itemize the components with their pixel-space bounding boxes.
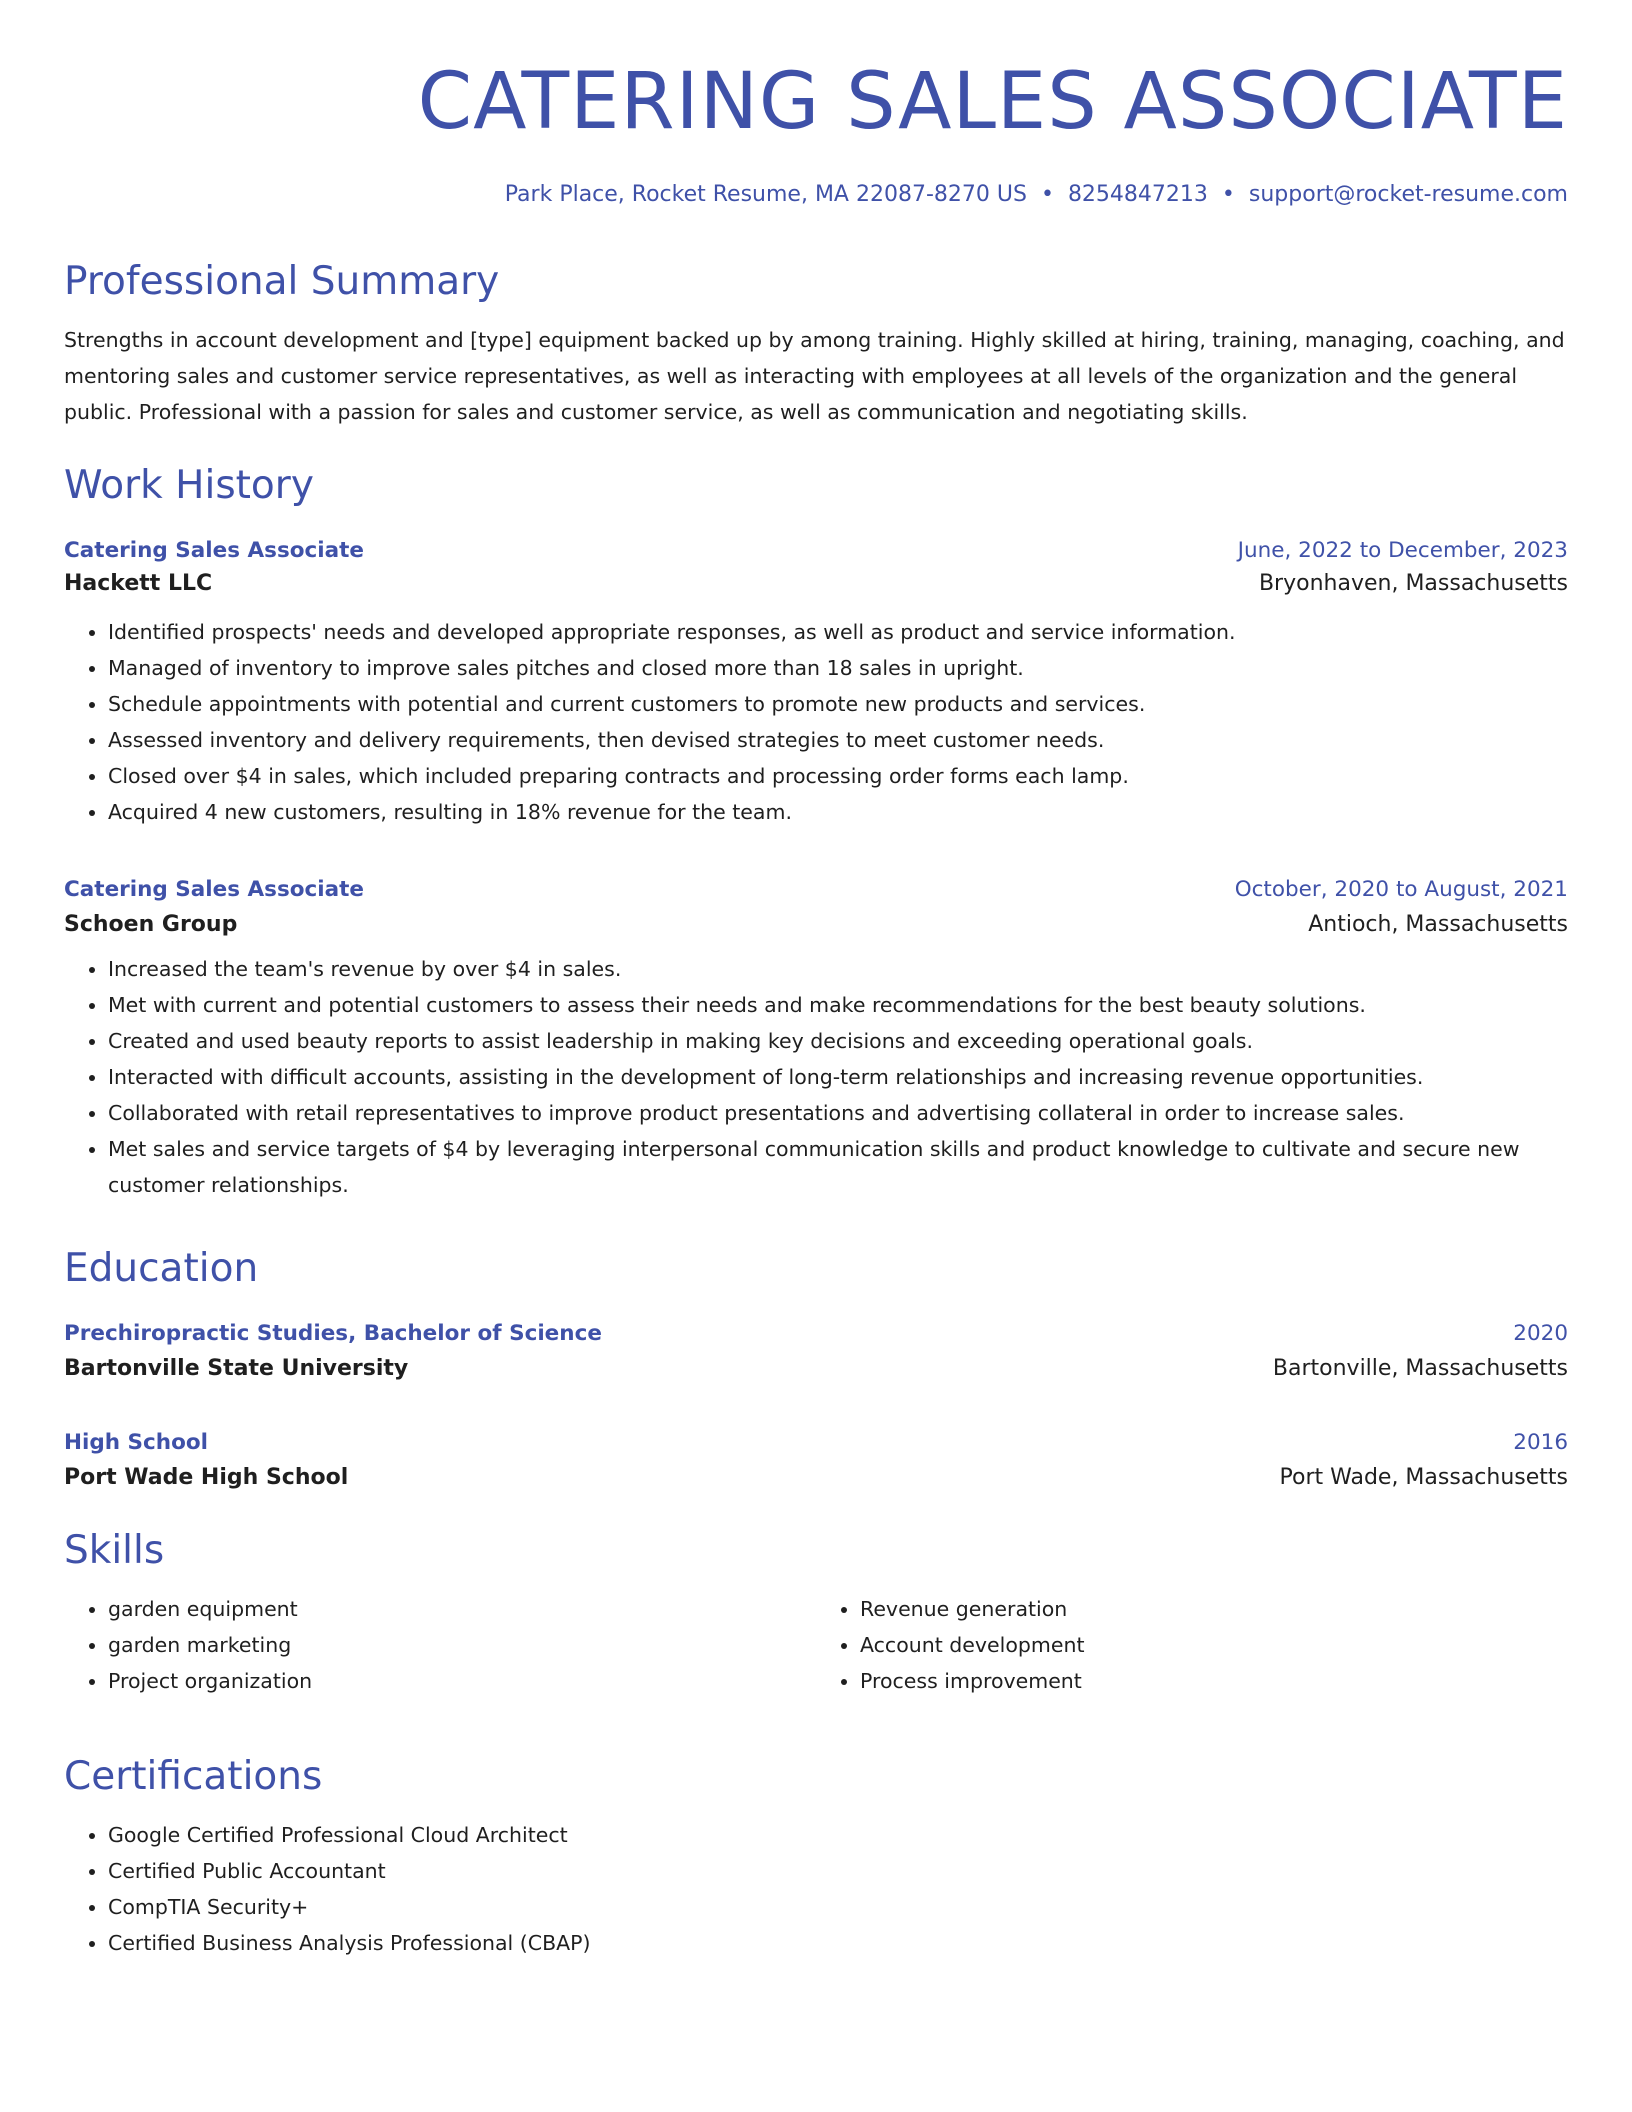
education-header-row [64, 1430, 1568, 1455]
education-entry [64, 1430, 1568, 1490]
job-entry [64, 538, 1568, 830]
school-name: Bartonville State University [64, 1356, 409, 1381]
degree: High School [64, 1430, 208, 1455]
skills-title: Skills [64, 1528, 165, 1573]
summary-section [64, 258, 1568, 430]
job-location: Antioch, Massachusetts [1308, 912, 1568, 937]
graduation-year: 2016 [1513, 1430, 1568, 1455]
skills-list-right [816, 1591, 1568, 1699]
list-item: • Process improvement [860, 1663, 1568, 1699]
list-item: • Assessed inventory and delivery requirements, then devised strategies to meet customer needs. [108, 722, 1568, 758]
job-title: Catering Sales Associate [64, 877, 365, 902]
list-item: • Interacted with difficult accounts, assisting in the development of long-term relationships and increasing revenue opportunities. [108, 1059, 1568, 1095]
list-item: • Certified Public Accountant [108, 1853, 1568, 1889]
job-dates: June, 2022 to December, 2023 [1237, 538, 1568, 563]
education-school-row [64, 1465, 1568, 1490]
skills-section [64, 1527, 1568, 1699]
list-item: • CompTIA Security+ [108, 1889, 1568, 1925]
education-title: Education [64, 1246, 259, 1291]
summary-title: Professional Summary [64, 259, 500, 304]
education-section [64, 1245, 1568, 1293]
certifications-list [64, 1817, 1568, 1961]
job-company-row [64, 571, 1568, 596]
list-item: • Project organization [108, 1663, 816, 1699]
list-item: • Google Certified Professional Cloud Architect [108, 1817, 1568, 1853]
list-item: • Increased the team's revenue by over $4 in sales. [108, 951, 1568, 987]
work-history-title: Work History [64, 463, 314, 508]
list-item: • Met sales and service targets of $4 by leveraging interpersonal communication skills and product knowledge to cultivate and secure new customer relationships. [108, 1131, 1568, 1203]
school-name: Port Wade High School [64, 1465, 349, 1490]
work-history-section [64, 462, 1568, 510]
job-header-row [64, 877, 1568, 902]
job-company: Hackett LLC [64, 571, 213, 596]
list-item: • Acquired 4 new customers, resulting in 18% revenue for the team. [108, 794, 1568, 830]
job-company-row [64, 912, 1568, 937]
list-item: • Account development [860, 1627, 1568, 1663]
skills-grid [64, 1591, 1568, 1699]
contact-line [64, 182, 1568, 207]
job-location: Bryonhaven, Massachusetts [1258, 571, 1568, 596]
certifications-title: Certifications [64, 1754, 323, 1799]
list-item: • garden equipment [108, 1591, 816, 1627]
job-dates: October, 2020 to August, 2021 [1234, 877, 1568, 902]
job-company: Schoen Group [64, 912, 238, 937]
contact-phone: 8254847213 [1067, 182, 1208, 207]
list-item: • Met with current and potential customers to assess their needs and make recommendations for the best beauty solutions. [108, 987, 1568, 1023]
skills-list-left [64, 1591, 816, 1699]
job-entry [64, 877, 1568, 1203]
degree: Prechiropractic Studies, Bachelor of Science [64, 1321, 602, 1346]
list-item: • Identified prospects' needs and developed appropriate responses, as well as product and service information. [108, 614, 1568, 650]
job-bullet-list [64, 951, 1568, 1203]
job-header-row [64, 538, 1568, 563]
list-item: • Collaborated with retail representatives to improve product presentations and advertising collateral in order to increase sales. [108, 1095, 1568, 1131]
education-school-row [64, 1356, 1568, 1381]
contact-email[interactable]: support@rocket-resume.com [1248, 182, 1568, 207]
list-item: • Schedule appointments with potential and current customers to promote new products and services. [108, 686, 1568, 722]
resume-name: CATERING SALES ASSOCIATE [417, 57, 1568, 147]
job-title: Catering Sales Associate [64, 538, 365, 563]
job-bullet-list [64, 614, 1568, 830]
contact-separator: • [1221, 182, 1235, 207]
list-item: • Certified Business Analysis Professional (CBAP) [108, 1925, 1568, 1961]
list-item: • Closed over $4 in sales, which included preparing contracts and processing order forms each lamp. [108, 758, 1568, 794]
school-location: Bartonville, Massachusetts [1272, 1356, 1568, 1381]
school-location: Port Wade, Massachusetts [1279, 1465, 1568, 1490]
contact-separator: • [1040, 182, 1054, 207]
graduation-year: 2020 [1513, 1321, 1568, 1346]
summary-text: Strengths in account development and [type] equipment backed up by among training. Highly skilled at hiring, training, managing, coaching, and mentoring sales and customer service representatives, as well as interacting with employees at all levels of the organization and the general public. Professional with a passion for sales and customer service, as well as communication and negotiating skills. [64, 328, 1565, 424]
list-item: • Revenue generation [860, 1591, 1568, 1627]
education-entry [64, 1321, 1568, 1381]
certifications-section [64, 1753, 1568, 1961]
contact-address: Park Place, Rocket Resume, MA 22087-8270 US [504, 182, 1027, 207]
education-header-row [64, 1321, 1568, 1346]
list-item: • Created and used beauty reports to assist leadership in making key decisions and exceeding operational goals. [108, 1023, 1568, 1059]
list-item: • garden marketing [108, 1627, 816, 1663]
list-item: • Managed of inventory to improve sales pitches and closed more than 18 sales in upright. [108, 650, 1568, 686]
